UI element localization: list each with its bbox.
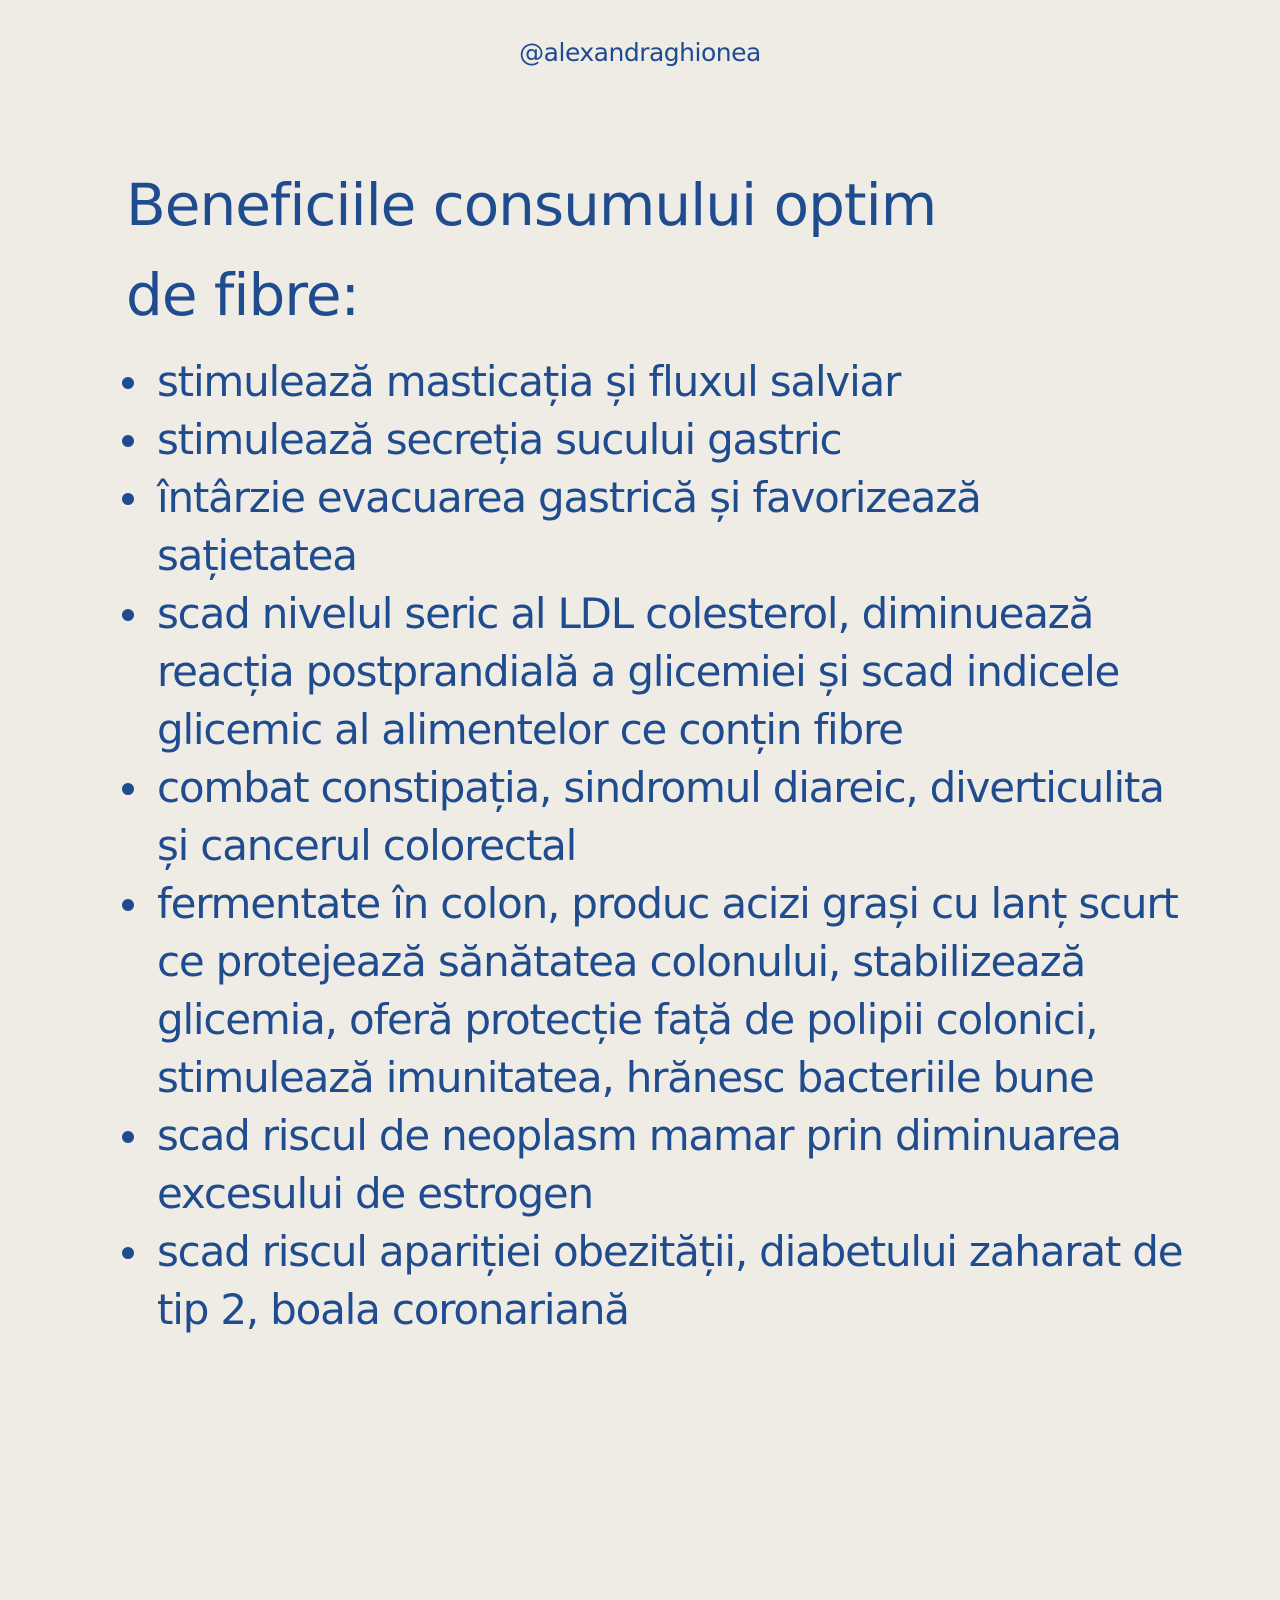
benefits-list: [112, 353, 1192, 1339]
bullet-icon: [122, 609, 134, 621]
page-title: [126, 160, 1126, 340]
bullet-icon: [122, 1247, 134, 1259]
benefit-text: fermentate în colon, produc acizi grași cu lanț scurt ce protejează sănătatea colonului, stabilizează glicemia, oferă protecție față de polipii colonici, stimulează imunitatea, hrănesc bacteriile bune: [157, 879, 1178, 1102]
bullet-icon: [122, 435, 134, 447]
bullet-icon: [122, 783, 134, 795]
benefit-text: combat constipația, sindromul diareic, diverticulita și cancerul colorectal: [157, 763, 1164, 870]
benefit-item: [112, 353, 1192, 411]
benefit-item: [112, 411, 1192, 469]
benefit-text: stimulează secreția sucului gastric: [157, 415, 842, 464]
benefit-text: scad nivelul seric al LDL colesterol, diminuează reacția postprandială a glicemiei și scad indicele glicemic al alimentelor ce conțin fibre: [157, 589, 1120, 754]
bullet-icon: [122, 493, 134, 505]
bullet-icon: [122, 899, 134, 911]
benefit-item: [112, 469, 1192, 585]
bullet-icon: [122, 377, 134, 389]
title-line-2: de fibre:: [126, 261, 360, 329]
title-line-1: Beneficiile consumului optim: [126, 171, 937, 239]
benefit-item: [112, 875, 1192, 1107]
benefit-item: [112, 759, 1192, 875]
benefit-item: [112, 1107, 1192, 1223]
benefit-text: întârzie evacuarea gastrică și favorizează sațietatea: [157, 473, 981, 580]
benefit-item: [112, 1223, 1192, 1339]
benefit-text: scad riscul de neoplasm mamar prin diminuarea excesului de estrogen: [157, 1111, 1121, 1218]
benefit-item: [112, 585, 1192, 759]
bullet-icon: [122, 1131, 134, 1143]
author-handle: @alexandraghionea: [519, 38, 761, 67]
benefit-text: stimulează masticația și fluxul salviar: [157, 357, 901, 406]
benefit-text: scad riscul apariției obezității, diabetului zaharat de tip 2, boala coronariană: [157, 1227, 1183, 1334]
